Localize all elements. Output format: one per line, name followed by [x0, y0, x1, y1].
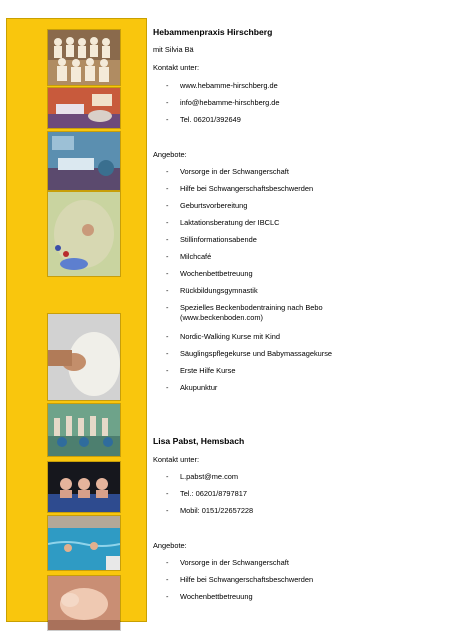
offer-text: Hilfe bei Schwangerschaftsbeschwerden — [180, 575, 314, 584]
baby-massage-photo — [47, 575, 121, 631]
offer-text: Erste Hilfe Kurse — [180, 366, 236, 375]
list-marker: - — [166, 184, 169, 193]
room-photo — [47, 87, 121, 129]
offer-text: Nordic-Walking Kurse mit Kind — [180, 332, 280, 341]
list-marker: - — [166, 332, 169, 341]
offer-text: Vorsorge in der Schwangerschaft — [180, 167, 289, 176]
offer-text: Spezielles Beckenbodentraining nach Bebo (www.beckenboden.com) — [180, 303, 323, 322]
offers-label: Angebote: — [153, 541, 187, 550]
list-marker: - — [166, 218, 169, 227]
breast-model-photo — [47, 191, 121, 277]
list-marker: - — [166, 349, 169, 358]
swimming-pool-photo — [47, 515, 121, 571]
offers-label: Angebote: — [153, 150, 187, 159]
list-marker: - — [166, 81, 169, 90]
website-link[interactable]: www.hebamme-hirschberg.de — [180, 81, 278, 90]
offer-text: Säuglingspflegekurse und Babymassagekurse — [180, 349, 333, 358]
list-marker: - — [166, 575, 169, 584]
list-marker: - — [166, 383, 169, 392]
phone-number: Tel. 06201/392649 — [180, 115, 241, 124]
section-title: Hebammenpraxis Hirschberg — [153, 27, 273, 37]
offer-text: Akupunktur — [180, 383, 218, 392]
babies-photo — [47, 461, 121, 513]
contact-label: Kontakt unter: — [153, 455, 200, 464]
list-marker: - — [166, 269, 169, 278]
list-marker: - — [166, 558, 169, 567]
list-marker: - — [166, 366, 169, 375]
list-marker: - — [166, 506, 169, 515]
offer-text: Wochenbettbetreuung — [180, 269, 253, 278]
list-marker: - — [166, 201, 169, 210]
email-link[interactable]: info@hebamme-hirschberg.de — [180, 98, 280, 107]
list-marker: - — [166, 592, 169, 601]
section-subtitle: mit Silvia Bä — [153, 45, 194, 54]
yellow-sidebar — [6, 18, 147, 622]
offer-text: Wochenbettbetreuung — [180, 592, 253, 601]
list-marker: - — [166, 98, 169, 107]
offer-text: Vorsorge in der Schwangerschaft — [180, 558, 289, 567]
email-link[interactable]: L.pabst@me.com — [180, 472, 239, 481]
offer-text: Hilfe bei Schwangerschaftsbeschwerden — [180, 184, 314, 193]
offer-text: Milchcafé — [180, 252, 212, 261]
offer-text: Rückbildungsgymnastik — [180, 286, 258, 295]
list-marker: - — [166, 286, 169, 295]
mobile-number: Mobil: 0151/22657228 — [180, 506, 254, 515]
offer-text: Stillinformationsabende — [180, 235, 257, 244]
list-marker: - — [166, 252, 169, 261]
list-marker: - — [166, 115, 169, 124]
offer-text: Laktationsberatung der IBCLC — [180, 218, 280, 227]
team-photo — [47, 29, 121, 86]
contact-label: Kontakt unter: — [153, 63, 200, 72]
gym-class-photo — [47, 403, 121, 457]
list-marker: - — [166, 489, 169, 498]
section-title: Lisa Pabst, Hemsbach — [153, 436, 245, 446]
offer-text: Geburtsvorbereitung — [180, 201, 248, 210]
pregnant-belly-photo — [47, 313, 121, 401]
list-marker: - — [166, 472, 169, 481]
list-marker: - — [166, 303, 169, 312]
list-marker: - — [166, 167, 169, 176]
phone-number: Tel.: 06201/8797817 — [180, 489, 247, 498]
treatment-room-photo — [47, 131, 121, 191]
list-marker: - — [166, 235, 169, 244]
